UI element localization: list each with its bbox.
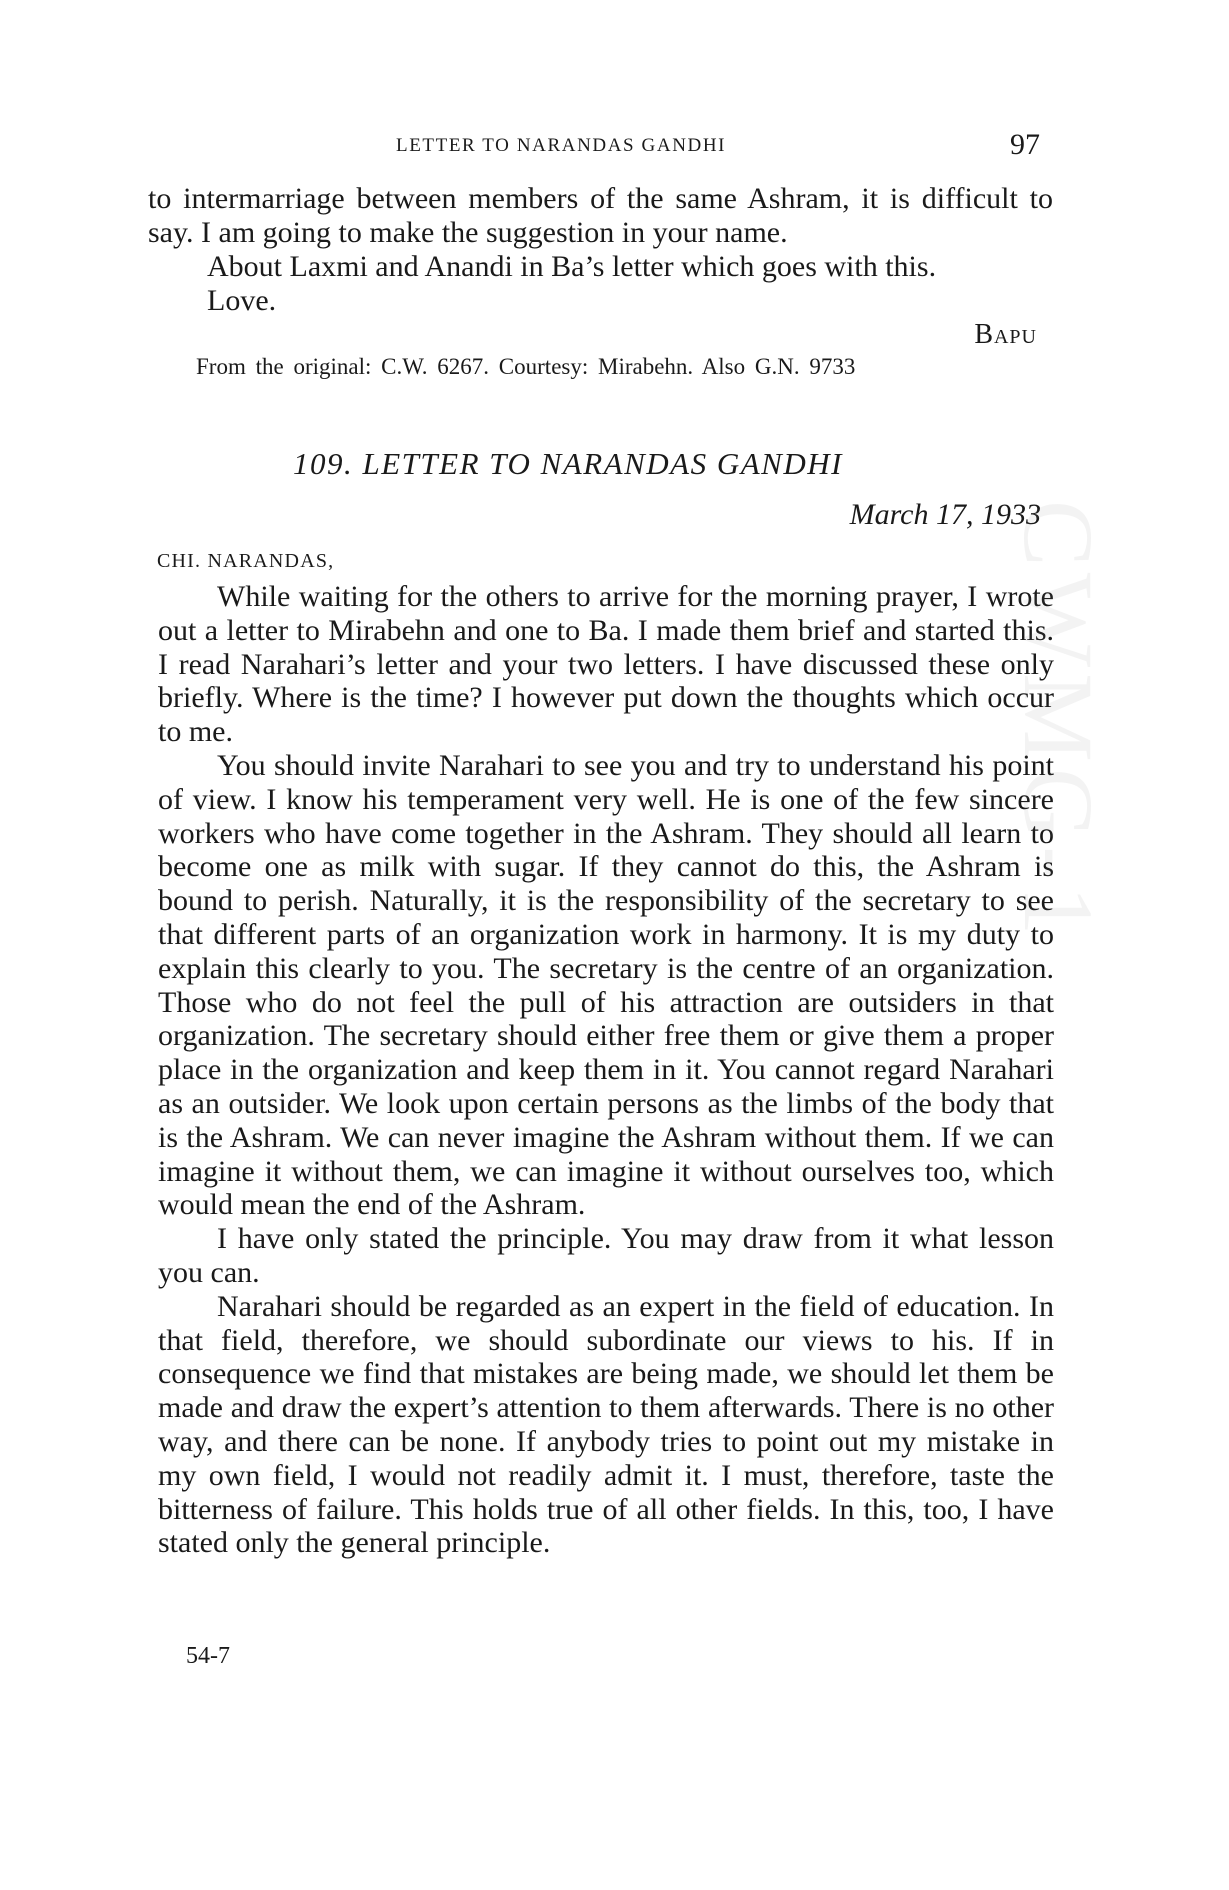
source-note: From the original: C.W. 6267. Courtesy: Mirabehn. Also G.N. 9733: [196, 354, 856, 379]
letter-title: 109. LETTER TO NARANDAS GANDHI: [293, 446, 843, 481]
watermark: CWMG-1: [1003, 500, 1114, 942]
paragraph: While waiting for the others to arrive for the morning prayer, I wrote out a letter to Mirabehn and one to Ba. I made them brief and started this. I read Narahari’s letter and your two letters. I have discussed these only briefly. Where is the time? I however put down the thoughts which occur to me.: [158, 580, 1054, 749]
paragraph: Love.: [207, 284, 277, 317]
letter-body: [158, 580, 1054, 1560]
signature: Bapu: [974, 319, 1037, 350]
running-head: LETTER TO NARANDAS GANDHI: [396, 135, 727, 156]
salutation: CHI. NARANDAS,: [157, 550, 335, 572]
previous-letter-ending: [148, 182, 1053, 318]
paragraph: You should invite Narahari to see you and try to understand his point of view. I know his temperament very well. He is one of the few sincere workers who have come together in the Ashram. They should all learn to become one as milk with sugar. If they cannot do this, the Ashram is bound to perish. Naturally, it is the responsibility of the secretary to see that different parts of an organization work in harmony. It is my duty to explain this clearly to you. The secretary is the centre of an organization. Those who do not feel the pull of his attraction are outsiders in that organization. The secretary should either free them or give them a proper place in the organization and keep them in it. You cannot regard Narahari as an outsider. We look upon certain persons as the limbs of the body that is the Ashram. We can never imagine the Ashram without them. If we can imagine it without them, we can imagine it without ourselves too, which would mean the end of the Ashram.: [158, 748, 1054, 1222]
page-number: 97: [1010, 128, 1040, 161]
folio-mark: 54-7: [186, 1643, 230, 1669]
paragraph: Narahari should be regarded as an expert in the field of education. In that field, therefore, we should subordinate our views to his. If in consequence we find that mistakes are being made, we should let them be made and draw the expert’s attention to them afterwards. There is no other way, and there can be none. If anybody tries to point out my mistake in my own field, I would not readily admit it. I must, therefore, taste the bitterness of failure. This holds true of all other fields. In this, too, I have stated only the general principle.: [158, 1289, 1054, 1560]
letter-date: March 17, 1933: [849, 498, 1041, 531]
paragraph: to intermarriage between members of the same Ashram, it is difficult to say. I am going to make the suggestion in your name.: [148, 182, 1053, 249]
paragraph: I have only stated the principle. You may draw from it what lesson you can.: [158, 1222, 1054, 1289]
paragraph: About Laxmi and Anandi in Ba’s letter which goes with this.: [207, 250, 937, 283]
